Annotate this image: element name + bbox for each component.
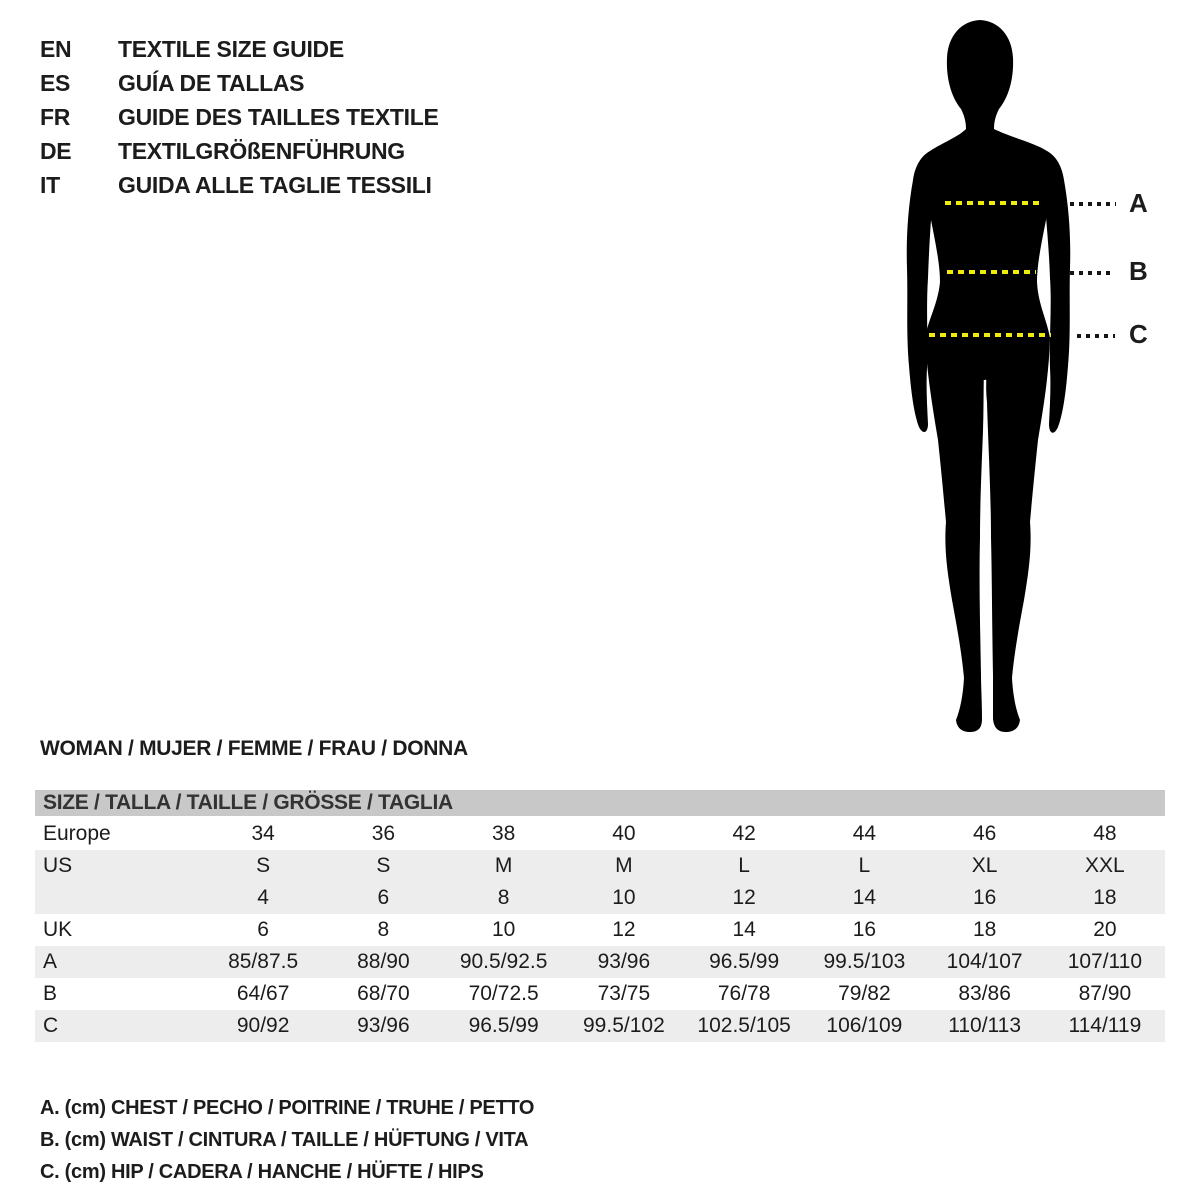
size-cell: 90.5/92.5 [459,950,548,973]
row-cells [203,914,1165,946]
size-cell: 110/113 [948,1014,1022,1037]
size-cell: L [858,854,871,877]
size-cell: 87/90 [1078,982,1132,1005]
size-cell: 14 [852,886,877,909]
row-label: A [43,950,58,973]
size-cell: XL [971,854,998,877]
size-cell: 99.5/103 [823,950,906,973]
size-cell: 8 [377,918,390,941]
size-table [35,790,1165,1042]
size-cell: 34 [251,822,275,845]
size-cell: 93/96 [597,950,651,973]
size-cell: 79/82 [838,982,891,1005]
chest-marker-label: A [1129,188,1148,218]
size-cell: 46 [972,822,997,845]
gender-title: WOMAN / MUJER / FEMME / FRAU / DONNA [40,737,468,760]
size-cell: 107/110 [1067,950,1143,973]
table-row [35,914,1165,946]
size-cell: 4 [257,886,269,909]
size-cell: 83/86 [958,982,1011,1005]
table-row [35,946,1165,978]
language-code: EN [40,36,72,62]
table-row [35,850,1165,882]
row-label: C [43,1014,59,1037]
language-title: TEXTILGRÖßENFÜHRUNG [118,138,405,164]
waist-marker-label: B [1129,256,1148,286]
row-label [35,882,203,914]
language-row [40,134,439,168]
row-cells [203,978,1165,1010]
chest-measure-dashed-line [945,201,1043,205]
measure-legend-line: C. (cm) HIP / CADERA / HANCHE / HÜFTE / HIPS [40,1161,484,1183]
language-code: IT [40,172,60,198]
language-title: TEXTILE SIZE GUIDE [118,36,344,62]
waist-measure-dashed-line [947,270,1036,274]
size-cell: 96.5/99 [468,1014,539,1037]
size-cell: 40 [612,822,636,845]
language-row [40,168,439,202]
size-cell: 16 [852,918,877,941]
size-cell: S [376,854,391,877]
measure-legend-line: B. (cm) WAIST / CINTURA / TAILLE / HÜFTUNG / VITA [40,1129,529,1151]
size-cell: 16 [972,886,997,909]
size-cell: 93/96 [357,1014,410,1037]
size-cell: 44 [852,822,877,845]
size-table-body [35,818,1165,1042]
hip-marker-label: C [1129,319,1148,349]
row-cells [203,1010,1165,1042]
language-row [40,66,439,100]
row-cells [203,882,1165,914]
row-cells [203,946,1165,978]
size-cell: 104/107 [946,950,1023,973]
language-row [40,32,439,66]
language-title-list [40,32,439,202]
size-cell: XXL [1085,854,1125,877]
table-row [35,882,1165,914]
language-title: GUÍA DE TALLAS [118,70,305,96]
size-cell: 36 [371,822,396,845]
size-cell: 114/119 [1068,1014,1142,1037]
size-cell: 76/78 [717,982,771,1005]
size-cell: 10 [491,918,516,941]
size-cell: 6 [257,918,269,941]
language-code: ES [40,70,71,96]
size-cell: M [494,854,513,877]
size-cell: 102.5/105 [697,1014,791,1037]
language-code: FR [40,104,71,130]
size-cell: 90/92 [236,1014,290,1037]
size-cell: 96.5/99 [709,950,780,973]
waist-leader-dots [1070,271,1114,275]
table-row [35,978,1165,1010]
size-cell: 14 [732,918,756,941]
measure-legend-line: A. (cm) CHEST / PECHO / POITRINE / TRUHE / PETTO [40,1097,535,1119]
measure-legend [40,1092,534,1188]
size-cell: 68/70 [357,982,410,1005]
size-cell: 70/72.5 [468,982,539,1005]
language-title: GUIDA ALLE TAGLIE TESSILI [118,172,432,198]
size-cell: 20 [1093,918,1117,941]
size-table-header: SIZE / TALLA / TAILLE / GRÖSSE / TAGLIA [35,790,1165,816]
row-cells [203,850,1165,882]
size-cell: 85/87.5 [228,950,299,973]
size-cell: L [738,854,750,877]
size-cell: 88/90 [357,950,410,973]
chest-leader-dots [1070,202,1116,206]
row-cells [203,818,1165,850]
woman-silhouette [900,20,1090,735]
size-cell: 99.5/102 [583,1014,665,1037]
size-cell: 6 [377,886,390,909]
size-cell: 18 [972,918,997,941]
hip-measure-dashed-line [929,333,1051,337]
language-code: DE [40,138,72,164]
size-cell: S [256,854,271,877]
row-label: B [43,982,58,1005]
row-label: Europe [43,822,111,845]
language-title: GUIDE DES TAILLES TEXTILE [118,104,439,130]
hip-leader-dots [1077,334,1115,338]
size-cell: 8 [497,886,510,909]
table-row [35,818,1165,850]
row-label: US [43,854,73,877]
size-cell: 73/75 [597,982,651,1005]
size-cell: 48 [1093,822,1117,845]
table-row [35,1010,1165,1042]
size-cell: 38 [491,822,516,845]
row-label: UK [43,918,73,941]
size-cell: 106/109 [826,1014,903,1037]
size-cell: M [615,854,633,877]
language-row [40,100,439,134]
size-cell: 64/67 [236,982,290,1005]
size-cell: 10 [612,886,636,909]
size-cell: 42 [732,822,756,845]
size-cell: 12 [612,918,636,941]
size-cell: 18 [1093,886,1117,909]
size-cell: 12 [732,886,756,909]
